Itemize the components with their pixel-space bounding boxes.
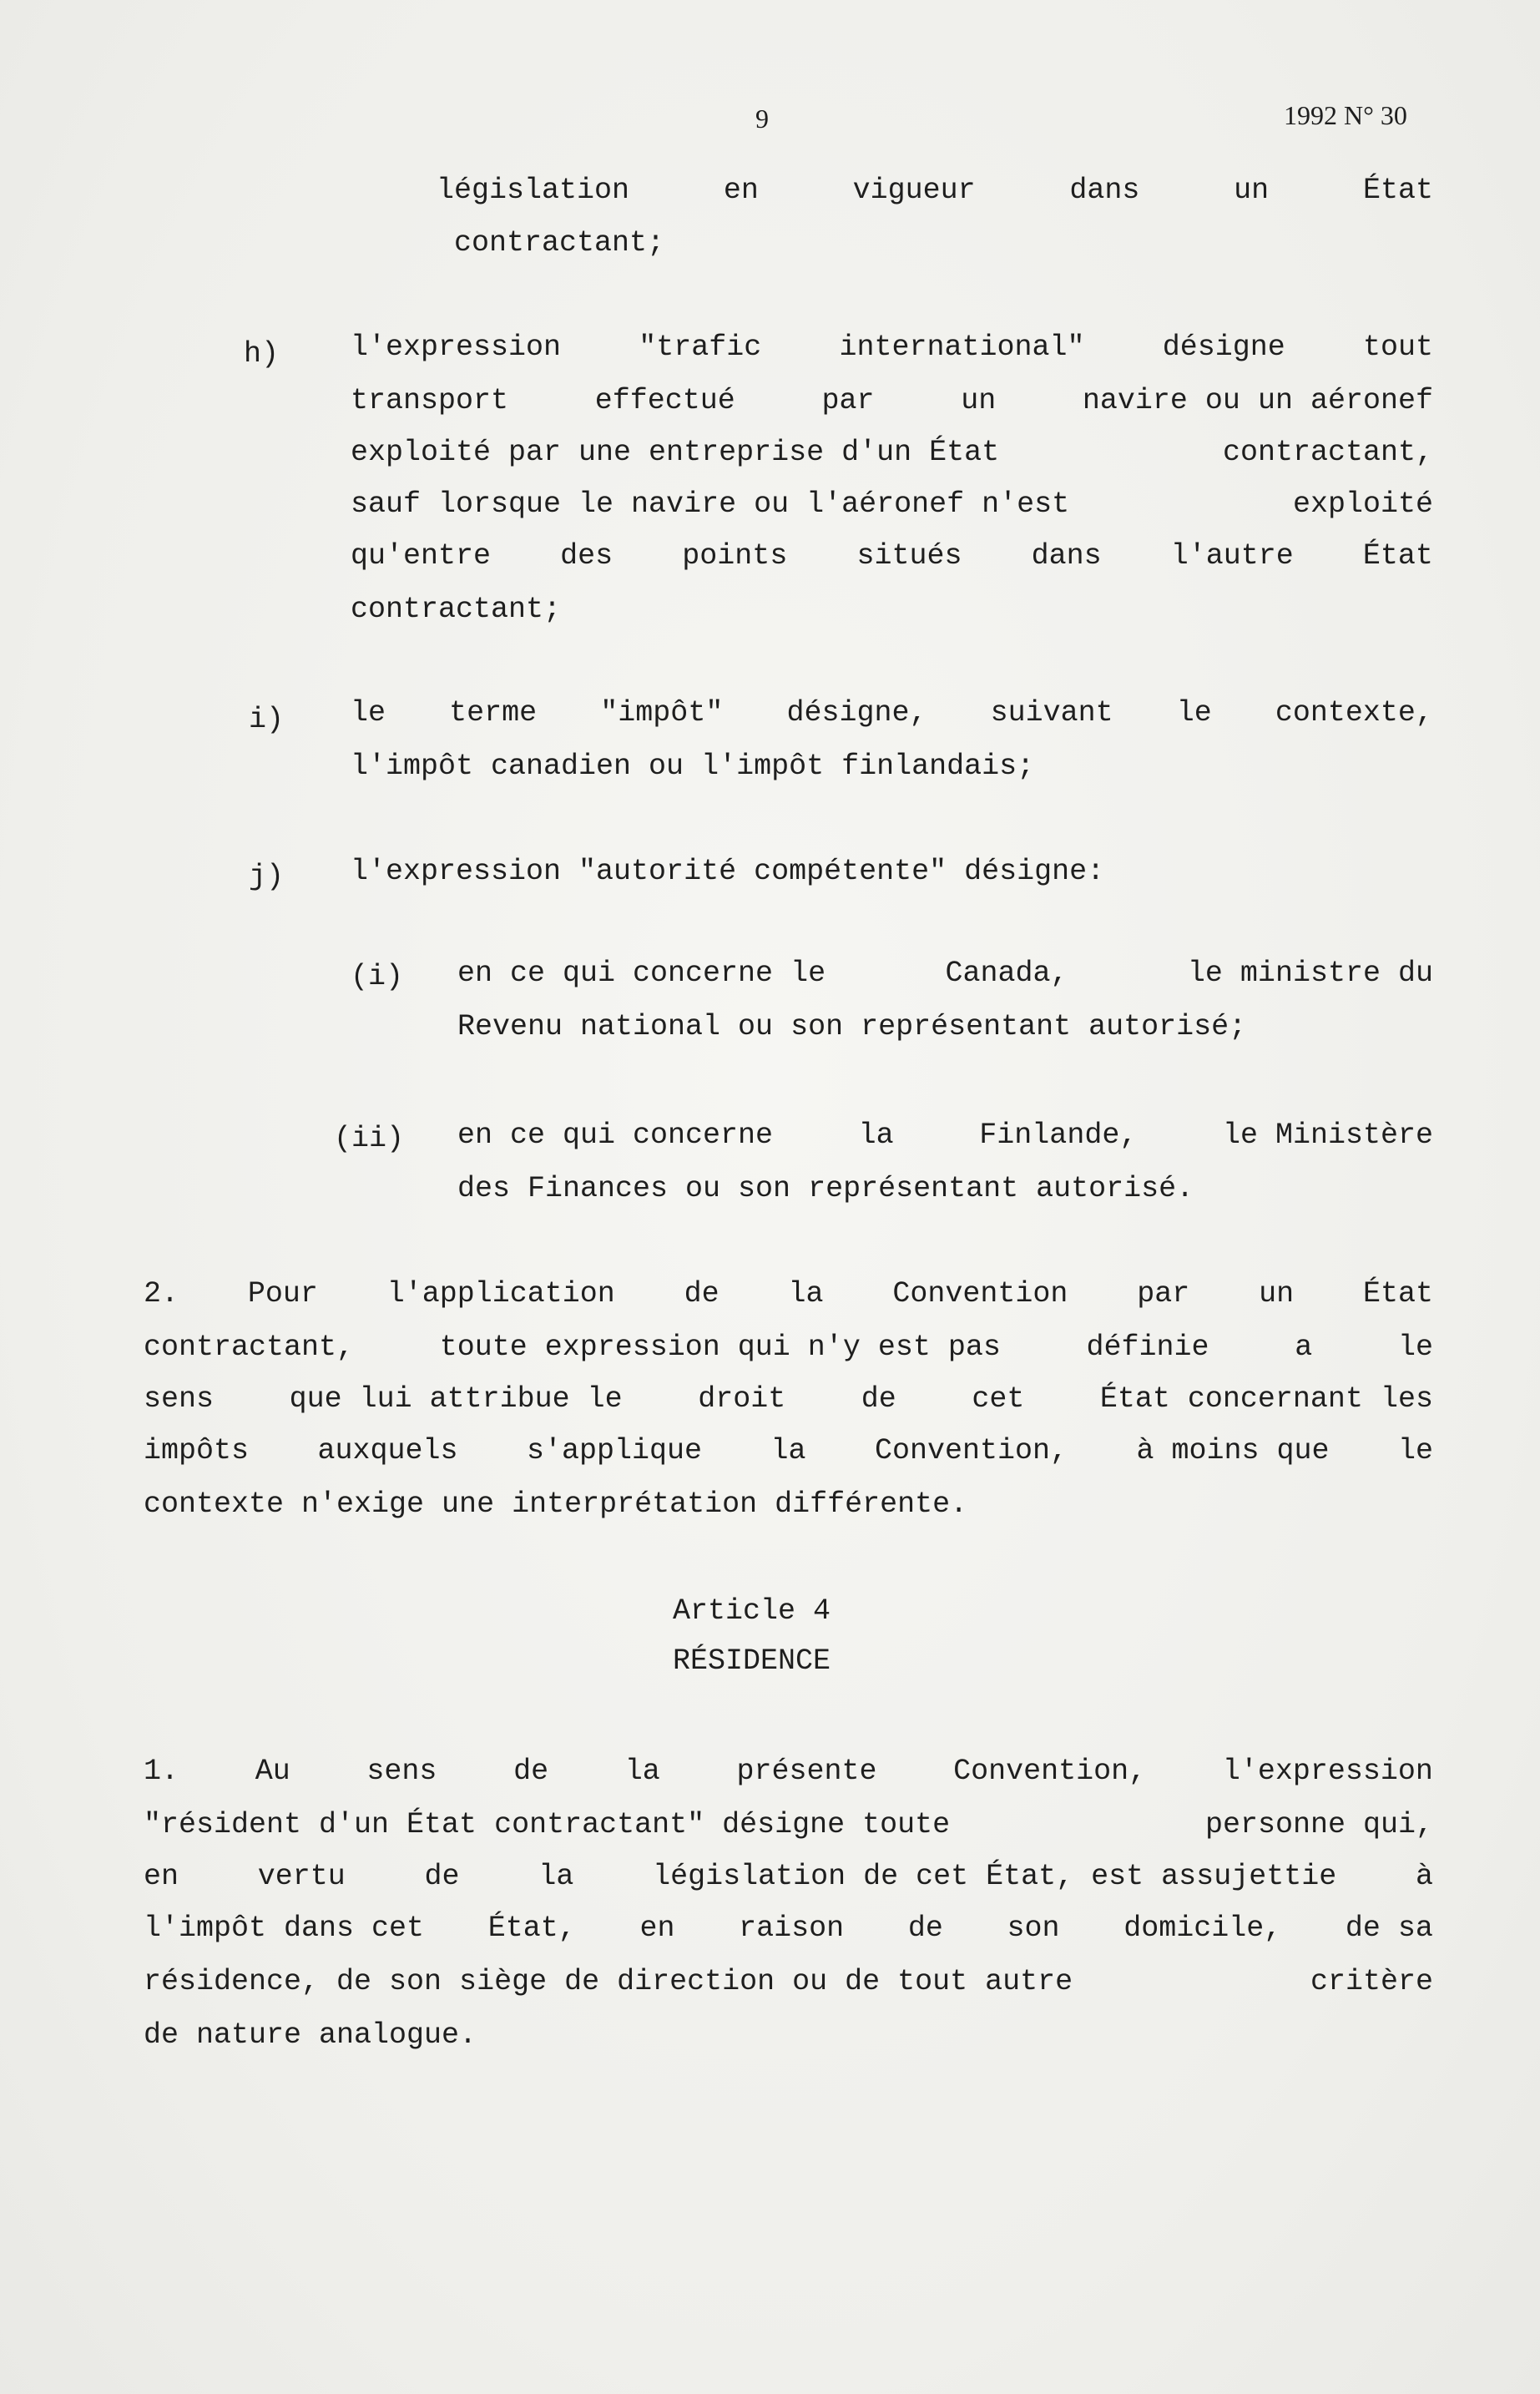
- text-line: contractant, toute expression qui n'y est pas définie a le: [144, 1331, 1433, 1364]
- page-number: 9: [755, 104, 769, 134]
- article-subtitle: RÉSIDENCE: [673, 1644, 831, 1678]
- text-line: Revenu national ou son représentant autorisé;: [457, 1010, 1247, 1043]
- article-title: Article 4: [673, 1594, 831, 1628]
- text-line: en ce qui concerne la Finlande, le Ministère: [457, 1119, 1433, 1152]
- text-line: impôts auxquels s'applique la Convention, à moins que le: [144, 1434, 1433, 1467]
- item-label-j-ii: (ii): [334, 1122, 405, 1155]
- text-line: transport effectué par un navire ou un aéronef: [351, 384, 1433, 417]
- text-line: l'impôt dans cet État, en raison de son domicile, de sa: [144, 1912, 1433, 1945]
- text-line: résidence, de son siège de direction ou de tout autre critère: [144, 1965, 1433, 1998]
- text-line: le terme "impôt" désigne, suivant le contexte,: [351, 696, 1433, 730]
- text-line: des Finances ou son représentant autorisé.: [457, 1172, 1194, 1205]
- text-line: l'impôt canadien ou l'impôt finlandais;: [351, 750, 1035, 783]
- text-line: en vertu de la législation de cet État, est assujettie à: [144, 1860, 1433, 1893]
- text-line: 1. Au sens de la présente Convention, l'expression: [144, 1755, 1433, 1788]
- text-line: sens que lui attribue le droit de cet État concernant les: [144, 1382, 1433, 1416]
- item-label-j: j): [249, 860, 285, 893]
- text-line: l'expression "trafic international" désigne tout: [351, 331, 1433, 364]
- document-reference: 1992 N° 30: [1284, 100, 1407, 130]
- text-line: exploité par une entreprise d'un État contractant,: [351, 436, 1433, 469]
- text-line: contractant;: [351, 593, 562, 626]
- text-line: sauf lorsque le navire ou l'aéronef n'est exploité: [351, 487, 1433, 521]
- text-line: "résident d'un État contractant" désigne toute personne qui,: [144, 1808, 1433, 1841]
- item-label-i: i): [249, 703, 285, 736]
- text-line: contexte n'exige une interprétation différente.: [144, 1487, 968, 1521]
- text-line: 2. Pour l'application de la Convention par un État: [144, 1277, 1433, 1311]
- text-line: qu'entre des points situés dans l'autre État: [351, 539, 1433, 573]
- text-line: de nature analogue.: [144, 2018, 477, 2052]
- item-label-j-i: (i): [351, 960, 404, 993]
- text-line: contractant;: [454, 226, 665, 260]
- text-line: législation en vigueur dans un État: [437, 174, 1433, 207]
- text-line: l'expression "autorité compétente" désigne:: [351, 855, 1105, 888]
- text-line: en ce qui concerne le Canada, le ministre du: [457, 957, 1433, 990]
- item-label-h: h): [244, 337, 280, 371]
